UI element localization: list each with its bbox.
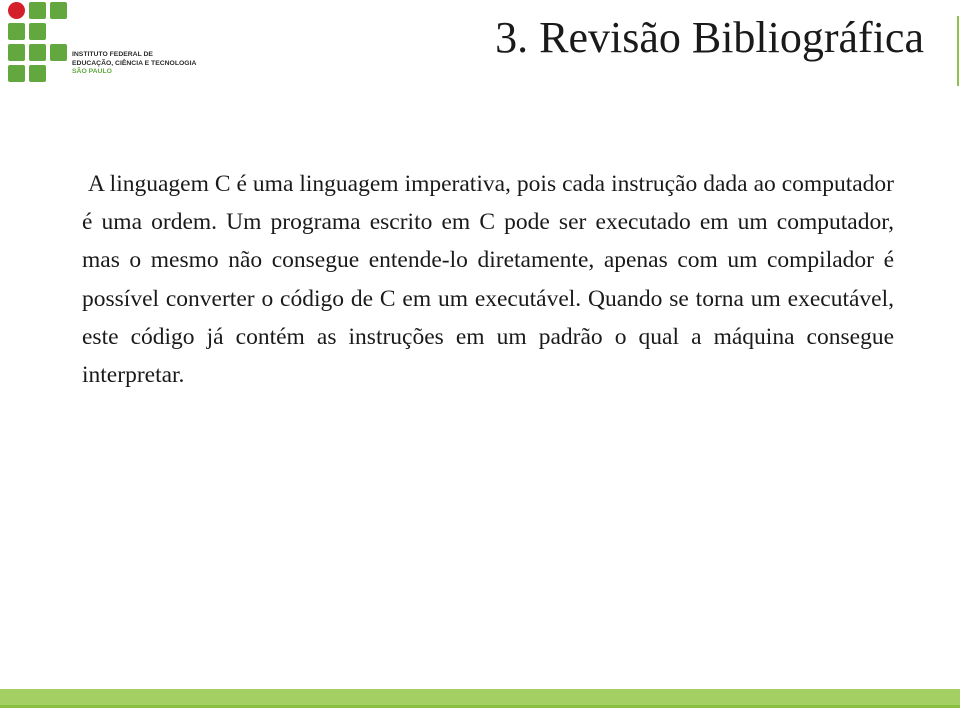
logo-square (50, 44, 67, 61)
slide-title: 3. Revisão Bibliográfica (495, 13, 924, 62)
logo-square (8, 65, 25, 82)
if-logo-icon (8, 2, 70, 82)
logo-square (29, 65, 46, 82)
footer-bar (0, 689, 960, 705)
logo-square (8, 44, 25, 61)
logo-red-dot (8, 2, 25, 19)
logo-square (29, 23, 46, 40)
logo-square (29, 44, 46, 61)
body-paragraph: A linguagem C é uma linguagem imperativa, pois cada instrução dada ao computador é uma ordem. Um programa escrito em C pode ser executado em um computador, mas o mesmo não consegue entende-lo diretamente, apenas com um compilador é possível converter o código de C em um executável. Quando se torna um executável, este código já contém as instruções em um padrão o qual a máquina consegue interpretar. (82, 171, 894, 389)
logo-text (72, 51, 196, 77)
logo-square (8, 23, 25, 40)
logo-square (29, 2, 46, 19)
logo-square (50, 2, 67, 19)
institution-logo (8, 2, 223, 82)
header-divider (957, 16, 959, 86)
logo-text-line-3: SÃO PAULO (72, 68, 112, 75)
logo-text-line-2: EDUCAÇÃO, CIÊNCIA E TECNOLOGIA (72, 59, 197, 67)
logo-text-line-1: INSTITUTO FEDERAL DE (72, 51, 153, 58)
footer-bottom-space (0, 708, 960, 720)
